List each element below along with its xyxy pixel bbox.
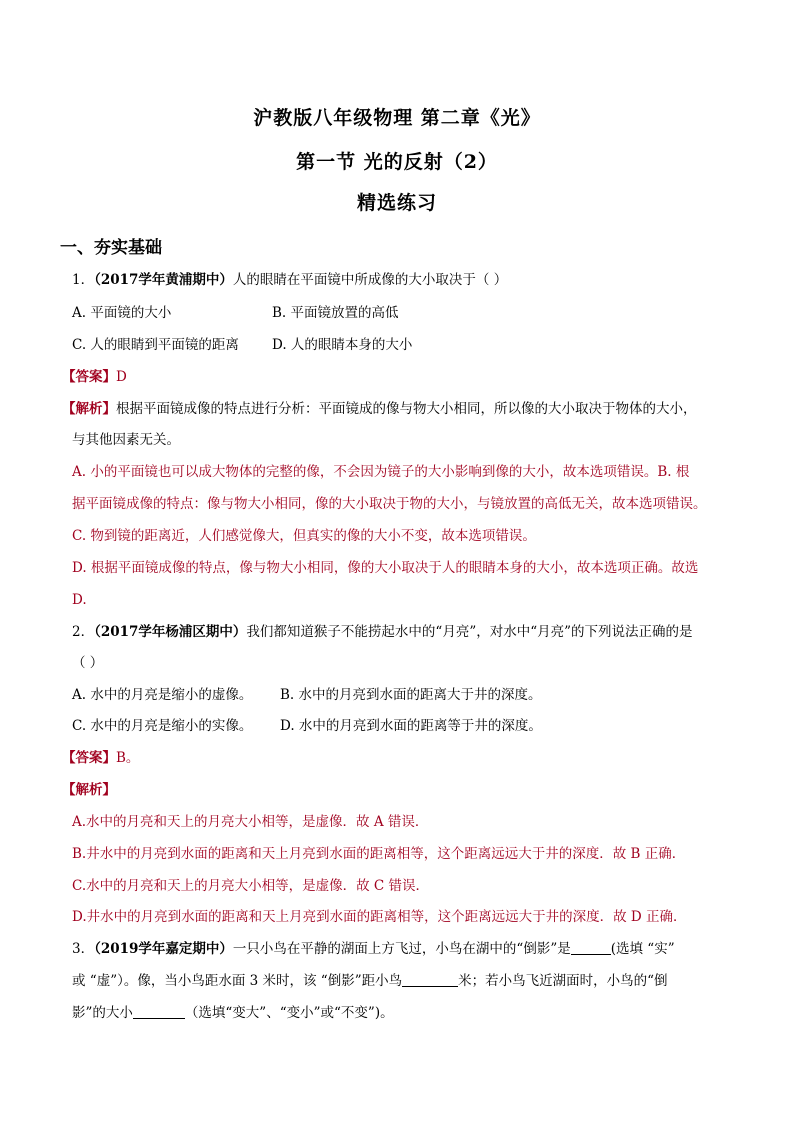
question-number: 3． xyxy=(72,941,95,957)
question-source: （2017学年杨浦区期中） xyxy=(94,624,247,640)
question-2-options-cd xyxy=(72,716,732,736)
question-1-options-cd xyxy=(72,335,732,355)
question-source: （2019学年嘉定期中） xyxy=(94,941,233,957)
answer-blank[interactable] xyxy=(402,972,458,987)
page-subtitle: 精选练习 xyxy=(356,192,437,214)
option-b: B. 水中的月亮到水面的距离大于井的深度。 xyxy=(280,687,542,703)
analysis-1-line-1 xyxy=(62,399,722,419)
question-number: 1． xyxy=(72,272,95,288)
analysis-1-line-2: 与其他因素无关。 xyxy=(72,432,180,448)
option-d: D. 水中的月亮到水面的距离等于井的深度。 xyxy=(280,718,542,734)
explanation-2-line-3: C.水中的月亮和天上的月亮大小相等，是虚像．故 C 错误． xyxy=(72,878,430,894)
answer-blank[interactable] xyxy=(133,1004,185,1019)
analysis-text: 根据平面镜成像的特点进行分析：平面镜成的像与物大小相同，所以像的大小取决于物体的大小， xyxy=(116,401,697,417)
question-text: （选填“变大”、“变小”或“不变”)。 xyxy=(184,1005,394,1021)
question-2-stem-continued: （ ） xyxy=(72,655,104,671)
part-heading: 一、夯实基础 xyxy=(60,238,162,258)
option-a: A. 水中的月亮是缩小的虚像。 xyxy=(72,687,253,703)
question-1-options-ab xyxy=(72,303,732,323)
question-1-stem xyxy=(72,270,732,290)
explanation-1-line-2: 据平面镜成像的特点：像与物大小相同，像的大小取决于物的大小，与镜放置的高低无关，故本选项错误。 xyxy=(72,496,707,512)
question-text: 人的眼睛在平面镜中所成像的大小取决于（ ） xyxy=(232,272,508,288)
answer-value: B。 xyxy=(116,750,140,766)
question-source: （2017学年黄浦期中） xyxy=(94,272,233,288)
answer-blank[interactable] xyxy=(571,940,611,955)
option-d: D. 人的眼睛本身的大小 xyxy=(272,337,413,353)
analysis-2-label xyxy=(62,780,722,800)
page-title: 沪教版八年级物理 第二章《光》 xyxy=(253,107,541,129)
question-text: (选填 “实” xyxy=(610,941,675,957)
question-2-options-ab xyxy=(72,685,732,705)
answer-label: 【答案】 xyxy=(62,369,116,385)
question-text: 一只小鸟在平静的湖面上方飞过，小鸟在湖中的“倒影”是 xyxy=(232,941,571,957)
question-text: 我们都知道猴子不能捞起水中的“月亮”，对水中“月亮”的下列说法正确的是 xyxy=(246,624,693,640)
question-text: 或 “虚”）。像，当小鸟距水面 3 米时，该 “倒影”距小鸟 xyxy=(72,973,403,989)
option-c: C. 人的眼睛到平面镜的距离 xyxy=(72,337,239,353)
question-text: 米；若小鸟飞近湖面时，小鸟的“倒 xyxy=(458,973,668,989)
answer-value: D xyxy=(116,369,127,385)
explanation-2-line-2: B.井水中的月亮到水面的距离和天上月亮到水面的距离相等，这个距离远远大于井的深度．故 B 正确． xyxy=(72,846,686,862)
explanation-1-line-1: A. 小的平面镜也可以成大物体的完整的像，不会因为镜子的大小影响到像的大小，故本选项错误。B. 根 xyxy=(72,464,690,480)
answer-label: 【答案】 xyxy=(62,750,116,766)
explanation-2-line-1: A.水中的月亮和天上的月亮大小相等，是虚像．故 A 错误． xyxy=(72,814,429,830)
answer-2 xyxy=(62,748,722,768)
analysis-label: 【解析】 xyxy=(62,401,116,417)
question-3-stem-line-2 xyxy=(72,971,732,991)
section-title: 第一节 光的反射（2） xyxy=(296,151,498,173)
analysis-label: 【解析】 xyxy=(62,782,116,798)
explanation-2-line-4: D.井水中的月亮到水面的距离和天上月亮到水面的距离相等，这个距离远远大于井的深度．故 D 正确． xyxy=(72,909,687,925)
question-3-stem xyxy=(72,939,732,959)
question-2-stem xyxy=(72,622,732,642)
answer-1 xyxy=(62,367,722,387)
option-a: A. 平面镜的大小 xyxy=(72,305,172,321)
option-b: B. 平面镜放置的高低 xyxy=(272,305,399,321)
explanation-1-line-3: C. 物到镜的距离近，人们感觉像大，但真实的像的大小不变，故本选项错误。 xyxy=(72,528,536,544)
option-c: C. 水中的月亮是缩小的实像。 xyxy=(72,718,253,734)
question-3-stem-line-3 xyxy=(72,1003,732,1023)
question-text: 影”的大小 xyxy=(72,1005,133,1021)
explanation-1-line-4: D. 根据平面镜成像的特点，像与物大小相同，像的大小取决于人的眼睛本身的大小，故本选项正确。故选 xyxy=(72,560,699,576)
explanation-1-line-5: D. xyxy=(72,592,87,608)
question-number: 2． xyxy=(72,624,95,640)
